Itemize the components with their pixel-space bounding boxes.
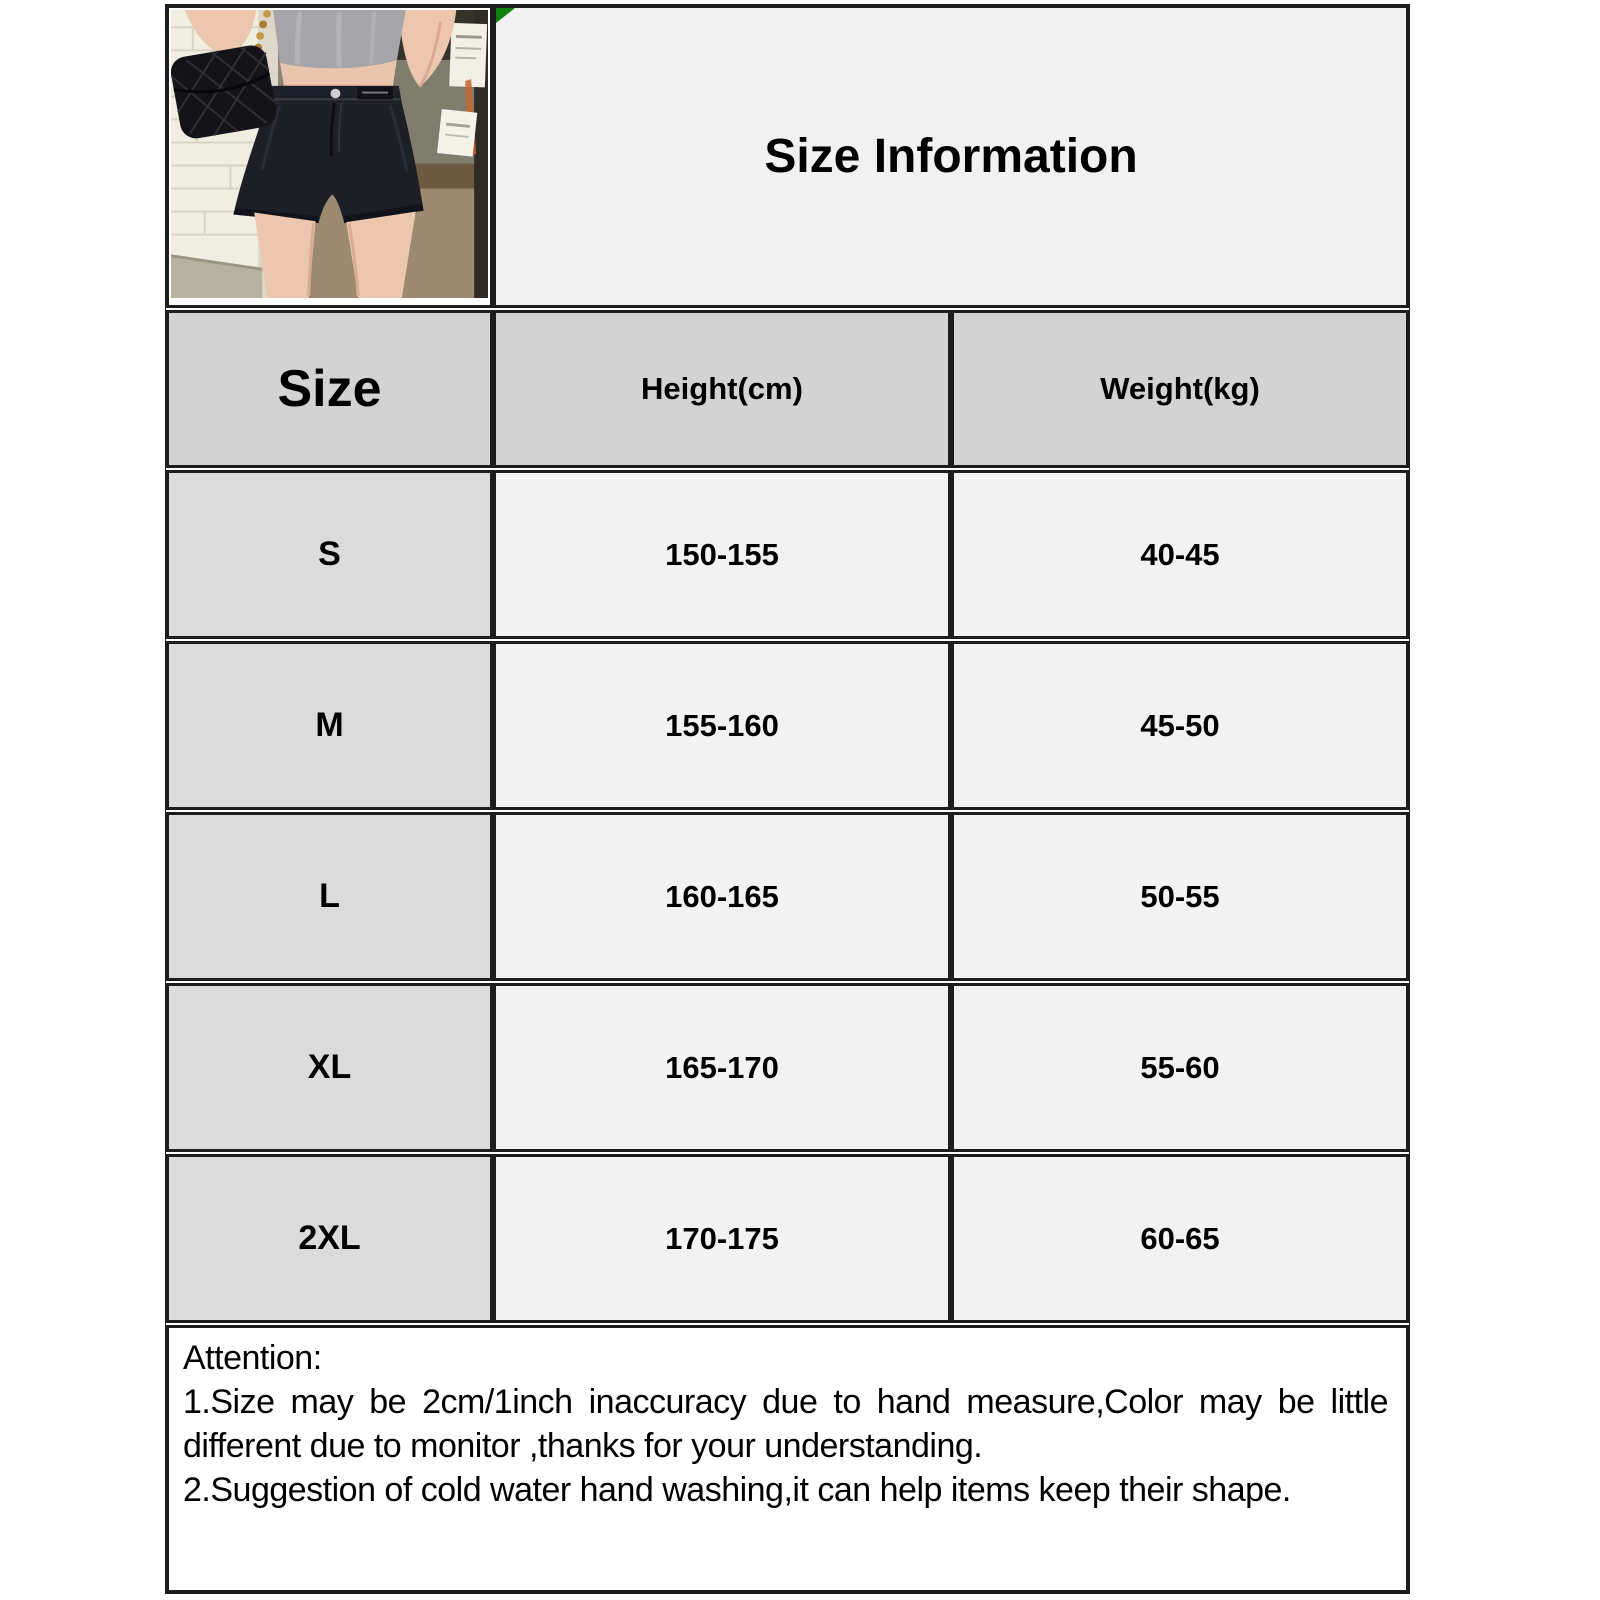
product-photo-illustration bbox=[171, 10, 488, 298]
product-photo-cell bbox=[166, 5, 493, 308]
height-value-2xl: 170-175 bbox=[493, 1154, 951, 1323]
height-value-xl: 165-170 bbox=[493, 983, 951, 1152]
title-cell bbox=[493, 5, 1409, 308]
attention-box bbox=[166, 1325, 1409, 1593]
height-value-s: 150-155 bbox=[493, 470, 951, 639]
weight-value-xl: 55-60 bbox=[951, 983, 1409, 1152]
weight-value-l: 50-55 bbox=[951, 812, 1409, 981]
column-header-size: Size bbox=[166, 310, 493, 468]
weight-value-m: 45-50 bbox=[951, 641, 1409, 810]
column-header-height: Height(cm) bbox=[493, 310, 951, 468]
weight-value-s: 40-45 bbox=[951, 470, 1409, 639]
weight-value-2xl: 60-65 bbox=[951, 1154, 1409, 1323]
attention-heading: Attention: bbox=[183, 1339, 322, 1377]
height-value-l: 160-165 bbox=[493, 812, 951, 981]
size-label-s: S bbox=[166, 470, 493, 639]
size-label-2xl: 2XL bbox=[166, 1154, 493, 1323]
size-label-m: M bbox=[166, 641, 493, 810]
attention-note-2: 2.Suggestion of cold water hand washing,it can help items keep their shape. bbox=[183, 1471, 1291, 1509]
attention-note-1: 1.Size may be 2cm/1inch inaccuracy due to hand measure,Color may be little different due to monitor ,thanks for your understanding. bbox=[183, 1383, 1388, 1465]
size-chart-sheet bbox=[165, 4, 1410, 1594]
green-triangle-icon bbox=[496, 8, 515, 23]
size-label-l: L bbox=[166, 812, 493, 981]
column-header-weight: Weight(kg) bbox=[951, 310, 1409, 468]
height-value-m: 155-160 bbox=[493, 641, 951, 810]
page-title: Size Information bbox=[764, 130, 1138, 183]
size-label-xl: XL bbox=[166, 983, 493, 1152]
